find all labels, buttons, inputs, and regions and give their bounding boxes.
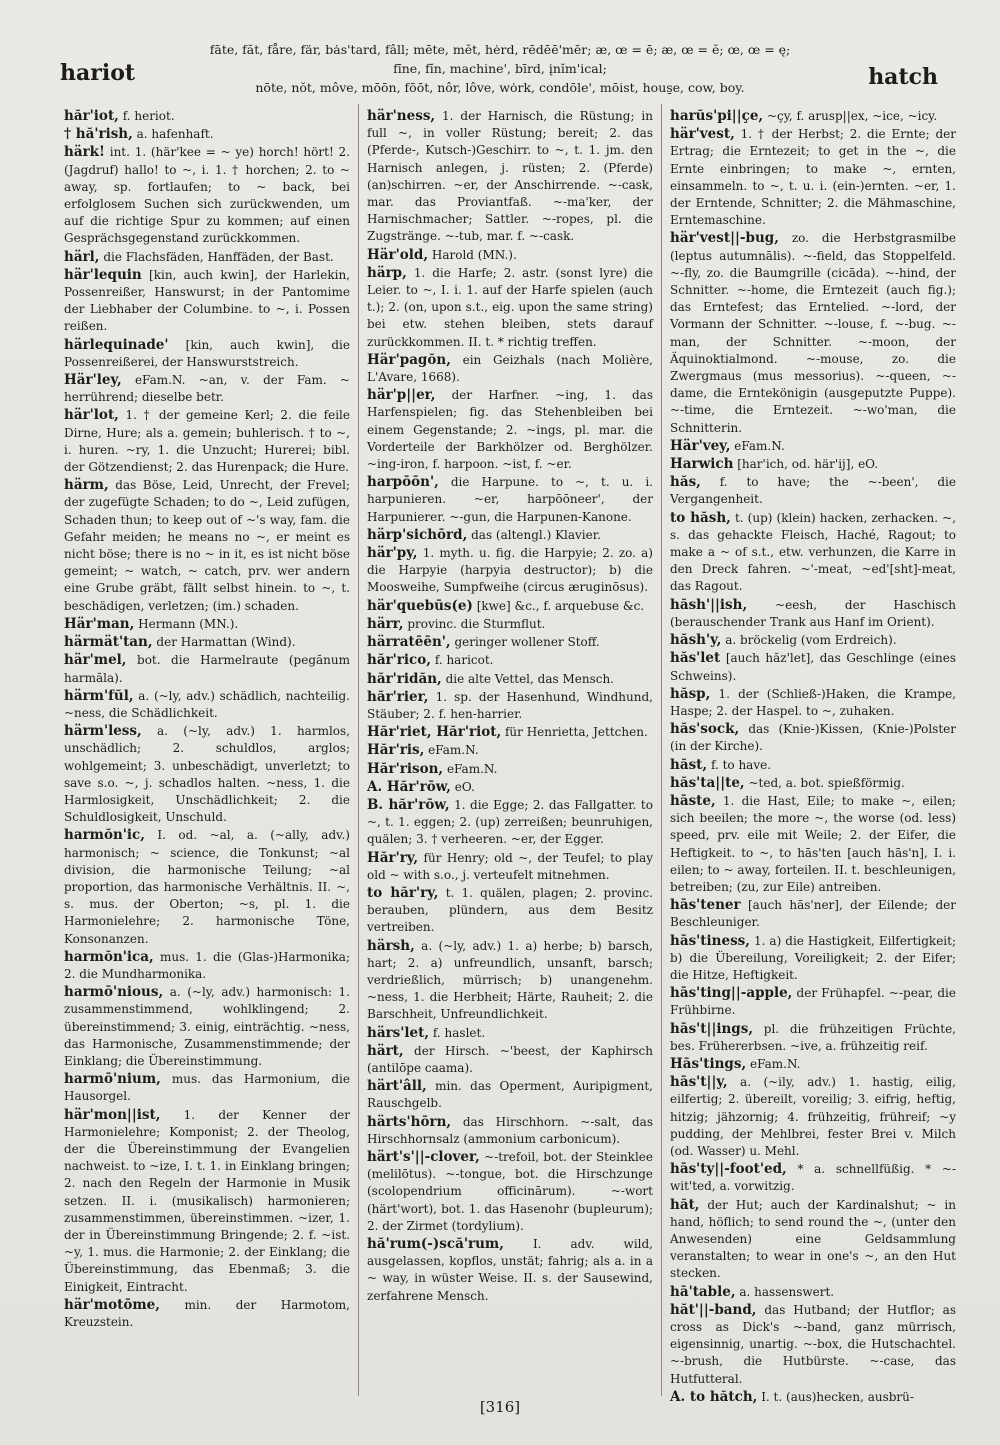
dictionary-entry	[670, 721, 956, 755]
entry-definition: 1. sp. der Hasenhund, Windhund, Stäuber; 2. f. hen-harrier.	[367, 689, 653, 721]
entry-definition: das Hirschhorn. ~-salt, das Hirschhornsalz (ammonium carbonicum).	[367, 1114, 653, 1146]
entry-definition: ein Geizhals (nach Molière, L'Avare, 1668).	[367, 352, 653, 385]
entry-headword: to hăsh,	[670, 509, 731, 526]
dictionary-entry	[367, 474, 653, 526]
entry-definition: Hermann (MN.).	[138, 616, 239, 631]
dictionary-entry	[367, 742, 653, 759]
entry-headword: här'lequin	[64, 266, 142, 283]
dictionary-entry	[64, 827, 350, 947]
dictionary-entry	[64, 723, 350, 826]
dictionary-entry	[367, 671, 653, 688]
entry-headword: hā'table,	[670, 1283, 736, 1300]
entry-definition: eFam.N. ~an, v. der Fam. ~ herrührend; dieselbe betr.	[64, 373, 350, 405]
dictionary-entry	[64, 688, 350, 722]
dictionary-entry	[670, 793, 956, 896]
entry-definition: das (altengl.) Klavier.	[471, 527, 601, 542]
dictionary-entry	[367, 545, 653, 597]
entry-headword: hăt'||-band,	[670, 1301, 757, 1318]
guide-word-right: hatch	[868, 64, 938, 90]
entry-headword: to hăr'ry,	[367, 884, 439, 901]
entry-headword: härm'less,	[64, 723, 142, 740]
guide-word-left: hariot	[60, 60, 136, 86]
entry-headword: Hăr'ris,	[367, 742, 425, 759]
entry-headword: härm'fŭl,	[64, 687, 134, 704]
entry-headword: här'mon||ist,	[64, 1106, 161, 1123]
entry-headword: här'lot,	[64, 407, 119, 424]
entry-definition: I. adv. wild, ausgelassen, kopflos, unstät; fahrig; als a. in a ~ way, in wüster Weise. II. s. der Sausewind, zerfahrene Mensch.	[367, 1237, 653, 1303]
entry-definition: das (Knie-)Kissen, (Knie-)Polster (in der Kirche).	[670, 722, 956, 754]
dictionary-entry	[670, 438, 956, 455]
dictionary-entry	[670, 108, 956, 125]
entry-definition: 1. a) die Hastigkeit, Eilfertigkeit; b) die Übereilung, Voreiligkeit; 2. der Eifer; die Hitze, Heftigkeit.	[670, 933, 956, 982]
entry-definition: eFam.N.	[749, 1056, 801, 1071]
column-middle	[358, 104, 661, 1396]
entry-headword: A. to hătch,	[670, 1388, 758, 1405]
entry-headword: härp'sichōrd,	[367, 526, 468, 543]
entry-headword: härt's'||-clover,	[367, 1148, 480, 1165]
dictionary-entry	[670, 1056, 956, 1073]
pronunciation-key-line: fīne, fĭn, machine', bīrd, įnĭm'ical;	[393, 61, 607, 76]
entry-headword: Här'vey,	[670, 437, 731, 454]
entry-headword: Hăr'riet, Hăr'riot,	[367, 724, 502, 741]
entry-headword: härt'âll,	[367, 1078, 427, 1095]
entry-definition: der Harmattan (Wind).	[156, 635, 296, 650]
dictionary-entry	[367, 652, 653, 669]
entry-definition: der Hut; auch der Kardinalshut; ~ in hand, höflich; to send round the ~, (unter den Anwesenden) eine Geldsammlung veranstalten; to wear in one's ~, an den Hut stecken.	[670, 1197, 956, 1281]
entry-definition: ~-trefoil, bot. der Steinklee (melilōtus). ~-tongue, bot. die Hirschzunge (scolopendrium officinārum). ~-wort (härt'wort), bot. 1. das Hasenohr (bupleurum); 2. der Zirmet (tordylium).	[367, 1149, 653, 1233]
entry-definition: mus. das Harmonium, die Hausorgel.	[64, 1072, 350, 1104]
entry-definition: bot. die Harmelraute (pegănum harmăla).	[64, 653, 350, 685]
entry-headword: här'quebūs(e)	[367, 597, 473, 614]
dictionary-entry	[64, 984, 350, 1070]
entry-definition: [auch hās'ner], der Eilende; der Beschleuniger.	[670, 898, 956, 930]
dictionary-entry	[64, 1297, 350, 1331]
entry-definition: t. 1. quälen, plagen; 2. provinc. berauben, plündern, aus dem Besitz vertreiben.	[367, 885, 653, 935]
dictionary-entry	[670, 775, 956, 792]
dictionary-entry	[670, 1161, 956, 1195]
entry-headword: härlequinade'	[64, 336, 169, 353]
entry-definition: f. to have; the ~-been', die Vergangenheit.	[670, 475, 956, 507]
entry-definition: min. das Operment, Auripigment, Rauschgelb.	[367, 1079, 653, 1111]
entry-definition: geringer wollener Stoff.	[454, 635, 600, 650]
dictionary-entry	[670, 510, 956, 596]
dictionary-entry	[670, 985, 956, 1019]
entry-definition: a. hafenhaft.	[136, 127, 214, 142]
entry-headword: B. hăr'rōw,	[367, 796, 450, 813]
entry-headword: hăt,	[670, 1196, 700, 1213]
entry-definition: 1. die Egge; 2. das Fallgatter. to ~, t. 1. eggen; 2. (up) zerreißen; beunruhigen, quälen; 3. † verheeren. ~er, der Egger.	[367, 797, 653, 847]
entry-definition: 1. † der Herbst; 2. die Ernte; der Ertrag; die Erntezeit; to get in the ~, die Ernte einbringen; to make ~, ernten, einsammeln. to ~, t. u. i. (ein-)ernten. ~er, 1. der Erntende, Schnitter; 2. die Mähmaschine, Erntemaschine.	[670, 127, 956, 228]
entry-definition: zo. die Herbstgrasmilbe (leptus autumnālis). ~-field, das Stoppelfeld. ~-fly, zo. die Baumgrille (cicāda). ~-hind, der Schnitter. ~-home, die Erntezeit (auch fig.); das Erntefest; das Erntelied. ~-lord, der Vormann der Schnitter. ~-louse, f. ~-bug. ~-man, der Schnitter. ~-moon, der Äquinoktialmond. ~-mouse, zo. die Zwergmaus (mus messorius). ~-queen, ~-dame, die Erntekönigin (ausgeputzte Puppe). ~-time, die Erntezeit. ~-wo'man, die Schnitterin.	[670, 231, 956, 435]
entry-definition: f. to have.	[710, 757, 772, 772]
entry-definition: 1. der Harnisch, die Rüstung; in full ~, in voller Rüstung; bereit; 2. das (Pferde-, Kutsch-)Geschirr. to ~, t. 1. jm. den Harnisch anlegen, j. rüsten; 2. (Pferde) (an)schirren. ~er, der Anschirrende. ~-cask, mar. das Proviantfaß. ~-ma'ker, der Harnischmacher; Sattler. ~-ropes, pl. die Zugstränge. ~-tub, mar. f. ~-cask.	[367, 109, 653, 244]
entry-headword: här'p||er,	[367, 387, 436, 404]
entry-headword: härt,	[367, 1042, 404, 1059]
entry-headword: härr,	[367, 615, 404, 632]
pronunciation-key-line: fāte, făt, fåre, fär, bȧs'tard, fâll; mēte, mĕt, hėrd, rēdēē'mēr; æ, œ = ē; æ, œ = ĕ; œ, œ = ę;	[209, 42, 791, 57]
entry-headword: här'motōme,	[64, 1296, 160, 1313]
entry-headword: härmät'tan,	[64, 634, 153, 651]
entry-definition: die Harpune. to ~, t. u. i. harpunieren. ~er, harpōōneer', der Harpunierer. ~-gun, die Harpunen-Kanone.	[367, 475, 653, 524]
dictionary-entry	[64, 652, 350, 686]
entry-headword: hăr'iot,	[64, 108, 119, 124]
dictionary-entry	[670, 230, 956, 436]
dictionary-entry	[64, 126, 350, 143]
entry-definition: die Flachsfäden, Hanffäden, der Bast.	[103, 249, 334, 264]
dictionary-entry	[367, 724, 653, 741]
entry-definition: [auch hăz'let], das Geschlinge (eines Schweins).	[670, 651, 956, 683]
entry-headword: hăr'ridăn,	[367, 670, 442, 687]
dictionary-entry	[367, 616, 653, 633]
dictionary-entry	[64, 337, 350, 371]
entry-definition: eFam.N.	[428, 743, 479, 758]
entry-headword: härts'hōrn,	[367, 1113, 452, 1130]
dictionary-entry	[367, 265, 653, 351]
entry-headword: härk!	[64, 144, 105, 161]
dictionary-entry	[367, 689, 653, 723]
dictionary-entry	[670, 1197, 956, 1283]
entry-headword: härsh,	[367, 937, 415, 954]
dictionary-entry	[367, 779, 653, 796]
entry-headword: harmŏn'ic,	[64, 827, 145, 844]
dictionary-entry	[670, 474, 956, 508]
entry-definition: ~çy, f. arusp||ex, ~ice, ~icy.	[766, 109, 938, 123]
entry-definition: a. (~ly, adv.) schädlich, nachteilig. ~ness, die Schädlichkeit.	[64, 688, 350, 720]
dictionary-entry	[64, 108, 350, 125]
entry-definition: provinc. die Sturmflut.	[407, 616, 546, 631]
dictionary-entry	[670, 632, 956, 649]
entry-definition: Harold (MN.).	[431, 247, 517, 262]
entry-definition: eFam.N.	[734, 438, 785, 453]
entry-definition: das Böse, Leid, Unrecht, der Frevel; der zugefügte Schaden; to do ~, Leid zufügen, Schaden thun; to keep out of ~'s way, fam. die Gefahr meiden; he means no ~, er meint es nicht böse; there is no ~ in it, es ist nicht böse gemeint; ~ watch, ~ catch, prv. wer andern eine Grube gräbt, fällt selbst hinein. to ~, t. beschädigen, verletzen; (im.) schaden.	[64, 478, 350, 613]
entry-headword: hās't||y,	[670, 1074, 728, 1091]
entry-headword: hās'ty||-foot'ed,	[670, 1161, 787, 1178]
dictionary-entry	[367, 797, 653, 849]
dictionary-entry	[367, 387, 653, 473]
entry-headword: hăr'rier,	[367, 688, 429, 705]
dictionary-entry	[670, 1302, 956, 1388]
column-left	[56, 104, 358, 1396]
entry-definition: a. bröckelig (vom Erdreich).	[725, 633, 897, 648]
entry-definition: die alte Vettel, das Mensch.	[445, 671, 614, 686]
entry-definition: 1. die Harfe; 2. astr. (sonst lyre) die Leier. to ~, I. i. 1. auf der Harfe spielen (auch t.); 2. (on, upon s.t., eig. upon the same string) bei etw. stehen bleiben, stets darauf zurückkommen. II. t. * richtig treffen.	[367, 265, 653, 349]
dictionary-entry	[64, 267, 350, 336]
entry-headword: härm,	[64, 477, 109, 494]
entry-definition: der Hirsch. ~'beest, der Kaphirsch (antilōpe caama).	[367, 1043, 653, 1075]
entry-headword: härl,	[64, 248, 100, 265]
entry-headword: harŭs'pi||çe,	[670, 108, 764, 124]
dictionary-entry	[367, 1114, 653, 1148]
entry-headword: Harwich	[670, 456, 734, 473]
dictionary-entry	[367, 1078, 653, 1112]
entry-definition: I. t. (aus)hecken, ausbrü-	[761, 1389, 914, 1404]
entry-headword: hăs'sock,	[670, 721, 740, 738]
dictionary-entry	[64, 616, 350, 633]
dictionary-entry	[670, 686, 956, 720]
dictionary-entry	[367, 761, 653, 778]
entry-definition: ~eesh, der Haschisch (berauschender Trank aus Hanf im Orient).	[670, 597, 956, 629]
entry-headword: hăsh'y,	[670, 632, 722, 649]
dictionary-entry	[670, 1284, 956, 1301]
entry-headword: hās't||ings,	[670, 1020, 754, 1037]
entry-headword: A. Hăr'rōw,	[367, 778, 451, 795]
entry-definition: [kwe] &c., f. arquebuse &c.	[476, 598, 645, 613]
entry-definition: [kin, auch kwin], die Possenreißerei, der Hanswurststreich.	[64, 337, 350, 369]
entry-definition: [kin, auch kwin], der Harlekin, Possenreißer, Hanswurst; in der Pantomime der Liebhaber der Columbine. to ~, i. Possen reißen.	[64, 267, 350, 334]
dictionary-entry	[367, 938, 653, 1024]
entry-headword: hās'tener	[670, 897, 741, 914]
entry-definition: a. (~ily, adv.) 1. hastig, eilig, eilfertig; 2. übereilt, voreilig; 3. eifrig, heftig, hitzig; jähzornig; 4. frühzeitig, frühreif; ~y pudding, der Mehlbrei, fester Brei v. Milch (od. Wasser) u. Mehl.	[670, 1075, 956, 1158]
entry-definition: 1. der Kenner der Harmonielehre; Komponist; 2. der Theolog, der die Übereinstimmung der Evangelien nachweist. to ~ize, I. t. 1. in Einklang bringen; 2. nach den Regeln der Harmonie in Musik setzen. II. i. (musikalisch) harmonieren; zusammenstimmen, übereinstimmen. ~izer, 1. der in Übereinstimmung Bringende; 2. f. ~ist. ~y, 1. mus. die Harmonie; 2. der Einklang; die Übereinstimmung, das Ebenmaß; 3. die Einigkeit, Eintracht.	[64, 1107, 350, 1294]
entry-definition: a. (~ly, adv.) 1. harmlos, unschädlich; 2. schuldlos, arglos; wohlgemeint; 3. unbeschädigt, unverletzt; to save s.o. ~, j. schadlos halten. ~ness, 1. die Harmlosigkeit, Unschädlichkeit; 2. die Schuldlosigkeit, Unschuld.	[64, 724, 350, 825]
entry-headword: hăs'ta||te,	[670, 774, 745, 791]
entry-definition: f. heriot.	[122, 109, 175, 123]
dictionary-entry	[64, 1071, 350, 1105]
entry-definition: 1. myth. u. fig. die Harpyie; 2. zo. a) die Harpyie (harpyia destructor); b) die Moosweihe, Sumpfweihe (circus æruginōsus).	[367, 546, 653, 595]
dictionary-entry	[367, 1025, 653, 1042]
dictionary-entry	[367, 885, 653, 937]
dictionary-entry	[367, 634, 653, 651]
page-number: [316]	[479, 1398, 521, 1416]
entry-headword: hăr'rico,	[367, 652, 431, 669]
dictionary-entry	[367, 1236, 653, 1305]
entry-headword: här'py,	[367, 545, 418, 562]
entry-definition: 1. † der gemeine Kerl; 2. die feile Dirne, Hure; als a. gemein; buhlerisch. † to ~, i. huren. ~ry, 1. die Unzucht; Hurerei; bibl. der Götzendienst; 2. das Hurenpack; die Hure.	[64, 408, 350, 475]
pronunciation-key	[200, 40, 800, 97]
dictionary-entry	[670, 126, 956, 229]
entry-definition: * a. schnellfüßig. * ~-wit'ted, a. vorwitzig.	[670, 1162, 956, 1194]
entry-headword: härp,	[367, 264, 407, 281]
dictionary-entry	[670, 1074, 956, 1160]
entry-headword: här'vest,	[670, 126, 735, 143]
entry-headword: Hās'tings,	[670, 1055, 747, 1072]
dictionary-entry	[670, 456, 956, 473]
entry-headword: hăs,	[670, 474, 701, 491]
entry-columns	[56, 104, 964, 1405]
dictionary-entry	[367, 850, 653, 884]
entry-headword: här'vest||-bug,	[670, 230, 779, 247]
entry-definition: int. 1. (här'kee = ~ ye) horch! hört! 2. (Jagdruf) hallo! to ~, i. 1. † horchen; 2. to ~ away, sp. fortlaufen; to ~ back, bei erfolglosem Suchen sich zurückwenden, um auf die richtige Spur zu kommen; auf einen Gesprächsgegenstand zurückkommen.	[64, 145, 350, 246]
entry-headword: hās'ting||-apple,	[670, 985, 793, 1002]
dictionary-entry	[367, 247, 653, 264]
entry-headword: Här'ley,	[64, 372, 122, 389]
dictionary-entry	[670, 757, 956, 774]
dictionary-entry	[670, 650, 956, 684]
entry-headword: hăsh'||ish,	[670, 596, 748, 613]
dictionary-entry	[367, 108, 653, 246]
entry-headword: härs'let,	[367, 1024, 430, 1041]
dictionary-entry	[670, 1021, 956, 1055]
entry-definition: 1. die Hast, Eile; to make ~, eilen; sich beeilen; the more ~, the worse (od. less) speed, prv. eile mit Weile; 2. der Eifer, die Heftigkeit. to ~, to hās'ten [auch hās'n], I. i. eilen; to ~ away, forteilen. II. t. beschleunigen, betreiben; (zu, zur Eile) antreiben.	[670, 793, 956, 894]
entry-definition: pl. die frühzeitigen Früchte, bes. Frühererbsen. ~ive, a. frühzeitig reif.	[670, 1021, 956, 1053]
entry-headword: harpōōn',	[367, 474, 439, 491]
entry-headword: hăs'let	[670, 650, 721, 667]
dictionary-entry	[367, 598, 653, 615]
entry-definition: das Hutband; der Hutflor; as cross as Dick's ~-band, ganz mürrisch, eigensinnig, unartig. ~-box, die Hutschachtel. ~-brush, die Hutbürste. ~-case, das Hutfutteral.	[670, 1302, 956, 1386]
entry-definition: min. der Harmotom, Kreuzstein.	[64, 1297, 350, 1330]
entry-headword: hă'rum(-)scă'rum,	[367, 1236, 504, 1252]
dictionary-entry	[367, 527, 653, 544]
entry-headword: Hăr'rison,	[367, 760, 444, 777]
dictionary-entry	[670, 897, 956, 931]
entry-headword: hăst,	[670, 756, 708, 773]
dictionary-entry	[367, 1043, 653, 1077]
dictionary-entry	[64, 249, 350, 266]
dictionary-entry	[670, 597, 956, 631]
dictionary-entry	[367, 352, 653, 386]
entry-headword: Hăr'ry,	[367, 849, 419, 866]
entry-definition: t. (up) (klein) hacken, zerhacken. ~, s. das gehackte Fleisch, Haché, Ragout; to make a ~ of s.t., etw. verhunzen, die Karre in den Dreck fahren. ~'-meat, ~ed'[sht]-meat, das Ragout.	[670, 510, 956, 594]
entry-definition: mus. 1. die (Glas-)Harmonika; 2. die Mundharmonika.	[64, 949, 350, 981]
dictionary-entry	[64, 372, 350, 406]
entry-definition: I. od. ~al, a. (~ally, adv.) harmonisch; ~ science, die Tonkunst; ~al division, die harmonische Teilung; ~al proportion, das harmonische Verhältnis. II. ~, s. mus. der Oberton; ~s, pl. 1. die Harmonielehre; 2. harmonische Töne, Konsonanzen.	[64, 828, 350, 946]
dictionary-entry	[64, 949, 350, 983]
entry-definition: für Henrietta, Jettchen.	[504, 725, 648, 740]
entry-definition: a. hassenswert.	[739, 1284, 835, 1299]
dictionary-entry	[670, 933, 956, 985]
dictionary-entry	[64, 1107, 350, 1296]
dictionary-entry	[64, 407, 350, 476]
entry-headword: Här'pagŏn,	[367, 351, 451, 368]
dictionary-entry	[64, 634, 350, 651]
entry-headword: här'ness,	[367, 108, 436, 124]
entry-headword: här'mel,	[64, 652, 127, 669]
entry-definition: eO.	[454, 779, 475, 794]
dictionary-entry	[64, 144, 350, 247]
entry-definition: 1. der (Schließ-)Haken, die Krampe, Haspe; 2. der Haspel. to ~, zuhaken.	[670, 686, 956, 718]
entry-definition: a. (~ly, adv.) 1. a) herbe; b) barsch, hart; 2. a) unfreundlich, unsanft, barsch; verdrießlich, mürrisch; b) unangenehm. ~ness, 1. die Herbheit; Härte, Rauheit; 2. die Barschheit, Unfreundlichkeit.	[367, 938, 653, 1022]
entry-definition: f. haricot.	[434, 653, 494, 668]
entry-headword: harmō'nious,	[64, 984, 164, 1001]
entry-headword: harmō'nium,	[64, 1071, 161, 1088]
entry-definition: eFam.N.	[446, 761, 498, 776]
entry-definition: für Henry; old ~, der Teufel; to play old ~ with s.o., j. verteufelt mitnehmen.	[367, 850, 653, 882]
dictionary-entry	[367, 1149, 653, 1235]
entry-headword: härratēēn',	[367, 634, 451, 651]
entry-definition: [har'ich, od. här'ij], eO.	[737, 457, 879, 472]
entry-headword: harmŏn'ica,	[64, 948, 154, 965]
entry-definition: der Harfner. ~ing, 1. das Harfenspielen; fig. das Stehenbleiben bei einem Gegenstande; 2. ~ings, pl. mar. die Vorderteile der Barkhölzer od. Berghölzer. ~ing-iron, f. harpoon. ~ist, f. ~er.	[367, 388, 653, 472]
entry-headword: hăsp,	[670, 685, 711, 702]
pronunciation-key-line: nōte, nŏt, môve, mōōn, fōōt, nôr, lôve, wȯrk, condōle', mōist, hous̱e, cow, boy.	[255, 80, 745, 95]
dictionary-entry	[64, 477, 350, 615]
entry-headword: hās'tiness,	[670, 932, 750, 949]
entry-headword: † hă'rish,	[64, 126, 133, 143]
entry-definition: der Frühapfel. ~-pear, die Frühbirne.	[670, 986, 956, 1018]
entry-definition: a. (~ly, adv.) harmonisch: 1. zusammenstimmend, wohlklingend; 2. übereinstimmend; 3. einig, einträchtig. ~ness, das Harmonische, Zusammenstimmende; der Einklang; die Übereinstimmung.	[64, 985, 350, 1068]
entry-headword: Här'man,	[64, 615, 135, 632]
entry-definition: ~ted, a. bot. spießförmig.	[748, 775, 905, 790]
entry-headword: Här'old,	[367, 246, 429, 263]
column-right	[661, 104, 964, 1405]
entry-headword: hāste,	[670, 792, 716, 809]
entry-definition: f. haslet.	[432, 1025, 486, 1040]
